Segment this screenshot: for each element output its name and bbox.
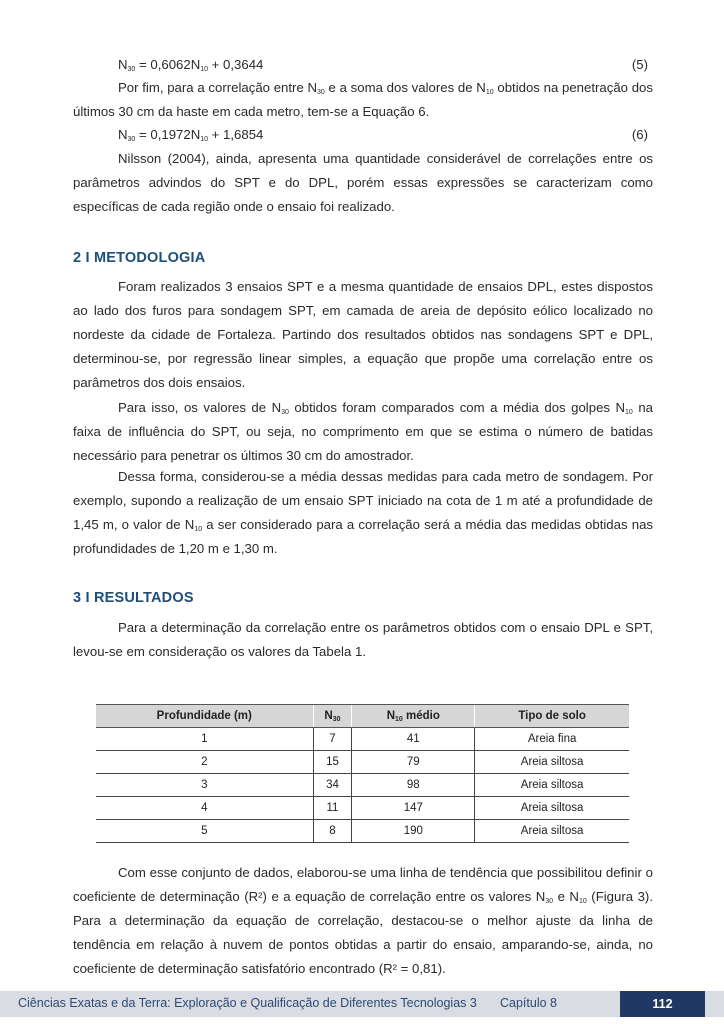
table-cell: Areia fina: [475, 728, 629, 751]
header-suffix: médio: [402, 710, 440, 722]
eq5-number: (5): [631, 57, 648, 72]
page-footer: [0, 991, 724, 1017]
p4-a-sub: 30: [281, 409, 289, 416]
table-header-cell: [313, 705, 352, 728]
table-header-cell: [96, 705, 313, 728]
table-row: [96, 751, 629, 774]
p1-a-sub: 30: [317, 89, 325, 96]
eq6-lhs-sub: 30: [127, 136, 136, 143]
table-cell: Areia siltosa: [475, 797, 629, 820]
header-text: Tipo de solo: [518, 710, 586, 722]
p1-b: e a soma dos valores de N: [324, 80, 486, 95]
paragraph-2: Nilsson (2004), ainda, apresenta uma quantidade considerável de correlações entre os parâmetros advindos do SPT e do DPL, porém essas expressões se caracterizam como específicas de cada região onde o ensaio foi realizado.: [73, 151, 653, 214]
paragraph-6: Para a determinação da correlação entre os parâmetros obtidos com o ensaio DPL e SPT, levou-se em consideração os valores da Tabela 1.: [73, 620, 653, 659]
data-table: [96, 704, 629, 843]
table-row: [96, 820, 629, 843]
p4-b: obtidos foram comparados com a média dos golpes N: [288, 400, 626, 415]
table-cell: 190: [352, 820, 475, 843]
header-text: N: [386, 710, 396, 722]
p7-b-sub: 10: [578, 898, 587, 905]
p1-a: Por fim, para a correlação entre N: [118, 80, 318, 95]
table-cell: Areia siltosa: [475, 774, 629, 797]
footer-book-title: Ciências Exatas e da Terra: Exploração e Qualificação de Diferentes Tecnologias 3: [18, 996, 477, 1010]
header-sub: 30: [332, 716, 341, 723]
table-cell: 147: [352, 797, 475, 820]
table-cell: Areia siltosa: [475, 751, 629, 774]
table-cell: 2: [96, 751, 313, 774]
header-sub: 10: [395, 716, 403, 723]
p4-c: na faixa de influência do SPT, ou seja, no comprimento em que se estima o número de batidas necessário para penetrar os últimos 30 cm do amostrador.: [73, 400, 653, 463]
equation-5: [118, 55, 648, 75]
table-cell: 15: [313, 751, 352, 774]
p5-a-sub: 10: [194, 526, 203, 533]
table-cell: 7: [313, 728, 352, 751]
table-header-row: [96, 705, 629, 728]
p4-b-sub: 10: [625, 409, 633, 416]
page-number: 112: [620, 991, 705, 1017]
eq5-mid: = 0,6062N: [135, 57, 201, 72]
table-cell: 34: [313, 774, 352, 797]
table-row: [96, 728, 629, 751]
table-cell: 3: [96, 774, 313, 797]
paragraph-4: [73, 396, 653, 468]
table-cell: 79: [352, 751, 475, 774]
p1-c: obtidos na penetração dos últimos 30 cm da haste em cada metro, tem-se a Equação 6.: [73, 80, 653, 119]
header-text: N: [324, 710, 333, 722]
p7-b: e N: [553, 889, 579, 904]
eq6-mid: = 0,1972N: [135, 127, 201, 142]
p5-b: a ser considerado para a correlação será a média das medidas obtidas nas profundidades de 1,20 m e 1,30 m.: [73, 517, 653, 556]
section-heading-resultados: 3 I RESULTADOS: [73, 590, 194, 606]
header-text: Profundidade (m): [156, 710, 252, 722]
paragraph-3: Foram realizados 3 ensaios SPT e a mesma quantidade de ensaios DPL, estes dispostos ao lado dos furos para sondagem SPT, em camada de areia de depósito eólico localizado no nordeste da cidade de Fortaleza. Partindo dos resultados obtidos nas sondagens SPT e DPL, determinou-se, por regressão linear simples, a equação que propõe uma correlação entre os parâmetros dos dois ensaios.: [73, 279, 653, 390]
footer-chapter: Capítulo 8: [500, 996, 557, 1010]
p7-a: Com esse conjunto de dados, elaborou-se uma linha de tendência que possibilitou definir o coeficiente de determinação (R²) e a equação de correlação entre os valores N: [73, 865, 653, 904]
eq5-mid-sub: 10: [200, 66, 209, 73]
paragraph-7: [73, 861, 653, 981]
p1-b-sub: 10: [485, 89, 494, 96]
section-heading-metodologia: 2 I METODOLOGIA: [73, 250, 206, 266]
table-cell: 8: [313, 820, 352, 843]
eq5-rhs: + 0,3644: [208, 57, 264, 72]
eq6-lhs: N: [118, 127, 128, 142]
eq5-lhs: N: [118, 57, 128, 72]
paragraph-1: [73, 76, 653, 124]
p4-a: Para isso, os valores de N: [118, 400, 282, 415]
paragraph-5: [73, 465, 653, 561]
table-cell: 11: [313, 797, 352, 820]
table-row: [96, 774, 629, 797]
table-cell: Areia siltosa: [475, 820, 629, 843]
table-header-cell: [475, 705, 629, 728]
p7-c: (Figura 3). Para a determinação da equação de correlação, destacou-se o melhor ajuste da linha de tendência em relação à nuvem de pontos obtidas a partir do ensaio, amparando-se, ainda, no coeficiente de determinação satisfatório encontrado (R² = 0,81).: [73, 889, 653, 976]
table-cell: 1: [96, 728, 313, 751]
equation-6: [118, 125, 648, 145]
p7-a-sub: 30: [545, 898, 554, 905]
table-cell: 5: [96, 820, 313, 843]
p5-a: Dessa forma, considerou-se a média dessas medidas para cada metro de sondagem. Por exemplo, supondo a realização de um ensaio SPT iniciado na cota de 1 m até a profundidade de 1,45 m, o valor de N: [73, 469, 653, 532]
table-cell: 41: [352, 728, 475, 751]
eq5-lhs-sub: 30: [127, 66, 136, 73]
table-row: [96, 797, 629, 820]
eq6-rhs: + 1,6854: [208, 127, 264, 142]
eq6-number: (6): [631, 127, 648, 142]
table-cell: 98: [352, 774, 475, 797]
table-cell: 4: [96, 797, 313, 820]
table-header-cell: [352, 705, 475, 728]
eq6-mid-sub: 10: [200, 136, 209, 143]
